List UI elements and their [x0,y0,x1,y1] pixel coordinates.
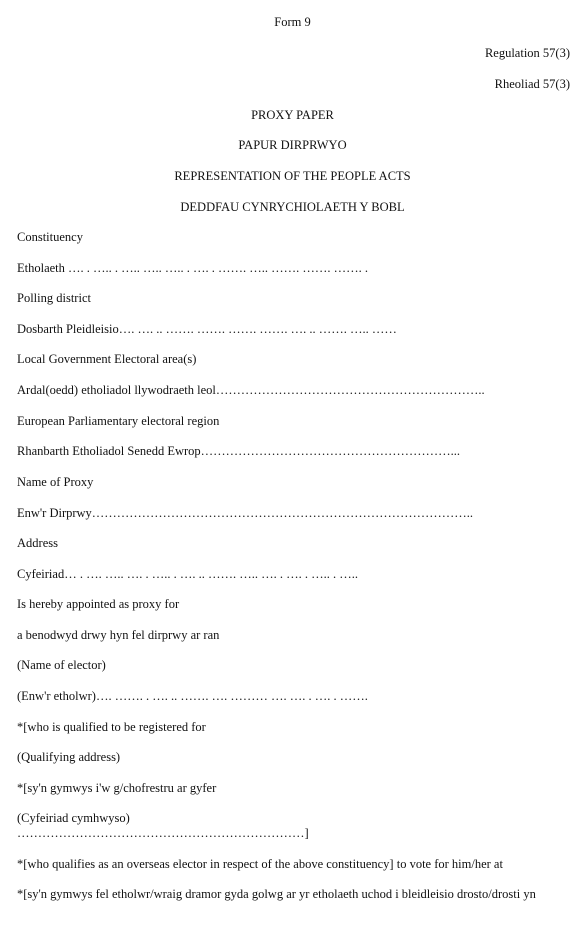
elector-name-label: (Name of elector) [17,658,106,672]
regulation-en: Regulation 57(3) [484,46,570,60]
qualifying-address-label: (Qualifying address) [17,750,121,764]
proxy-name-label: Name of Proxy [17,475,94,489]
constituency-field: Etholaeth …. . ….. . ….. ….. ….. . …. . ……. ….. ……. ……. ……. . [17,261,369,275]
polling-district-label: Polling district [17,291,91,305]
title-en: PROXY PAPER [251,108,334,122]
overseas-cy: *[sy'n gymwys fel etholwr/wraig dramor gyda golwg ar yr etholaeth uchod i bleidleisio drosto/drosti yn [17,887,536,901]
local-gov-label: Local Government Electoral area(s) [17,352,197,366]
qualified-en: *[who is qualified to be registered for [17,720,206,734]
european-field: Rhanbarth Etholiadol Senedd Ewrop……………………………………………………... [17,444,461,458]
form-number: Form 9 [274,15,311,29]
appointed-cy: a benodwyd drwy hyn fel dirprwy ar ran [17,628,220,642]
regulation-cy: Rheoliad 57(3) [494,77,570,91]
acts-cy: DEDDFAU CYNRYCHIOLAETH Y BOBL [180,200,405,214]
overseas-en: *[who qualifies as an overseas elector in respect of the above constituency] to vote for him/her at [17,857,503,871]
constituency-label: Constituency [17,230,83,244]
polling-district-field: Dosbarth Pleidleisio…. …. .. ……. ……. ……. ……. …. .. ……. ….. …… [17,322,397,336]
local-gov-field: Ardal(oedd) etholiadol llywodraeth leol……………………………………………………….. [17,383,485,397]
proxy-name-field: Enw'r Dirprwy……………………………………………………………………………….. [17,506,474,520]
title-cy: PAPUR DIRPRWYO [238,138,347,152]
qualifying-address-cy: (Cyfeiriad cymhwyso) [17,811,130,825]
european-label: European Parliamentary electoral region [17,414,220,428]
address-label: Address [17,536,58,550]
qualifying-address-line: ……………………………………………………………] [17,826,309,840]
qualified-cy: *[sy'n gymwys i'w g/chofrestru ar gyfer [17,781,217,795]
acts-en: REPRESENTATION OF THE PEOPLE ACTS [174,169,411,183]
appointed-en: Is hereby appointed as proxy for [17,597,180,611]
elector-name-field: (Enw'r etholwr)…. ……. . …. .. ……. …. ……… …. …. . …. . ……. [17,689,368,703]
address-field: Cyfeiriad… . …. ….. …. . ….. . …. .. ……. ….. …. . …. . ….. . ….. [17,567,358,581]
